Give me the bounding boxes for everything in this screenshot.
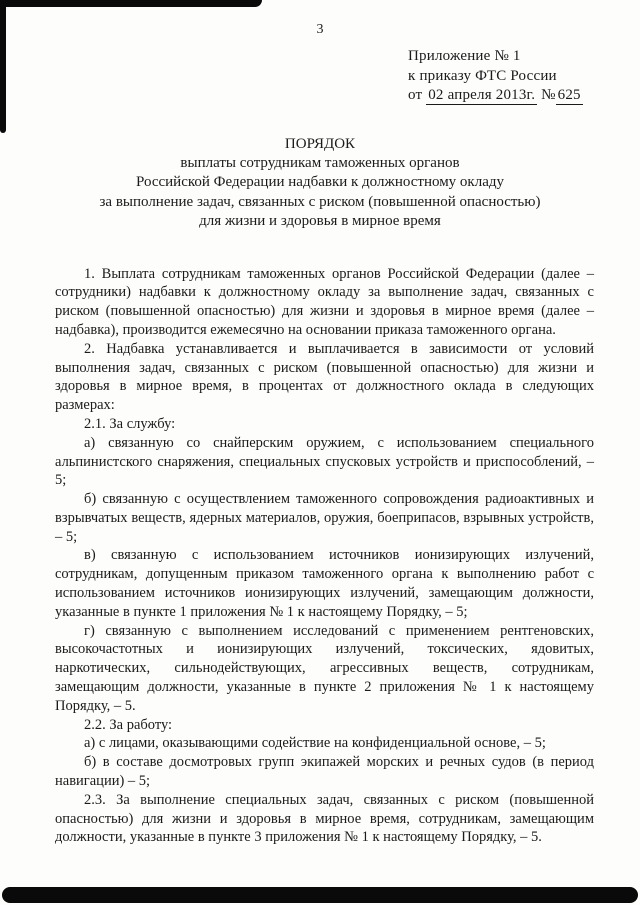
annex-date-value: 02 апреля 2013г. bbox=[428, 87, 536, 103]
paragraph: в) связанную с использованием источников ионизирующих излучений, сотрудникам, допущенным приказом таможенного органа к выполнению работ с использованием источников ионизирующих излучений, замещающим должности, указанные в пункте 1 приложения № 1 к настоящему Порядку, – 5; bbox=[55, 547, 594, 620]
annex-number-value: 625 bbox=[557, 87, 581, 103]
annex-reference-block bbox=[408, 47, 640, 106]
scan-artifact-top-edge bbox=[0, 0, 262, 7]
paragraph: г) связанную с выполнением исследований с применением рентгеновских, высокочастотных и ионизирующих излучений, токсических, ядовитых, наркотических, сильнодействующих, агрессивных веществ, сотрудникам, замещающим должности, указанные в пункте 2 приложения № 1 к настоящему Порядку, – 5. bbox=[55, 622, 594, 714]
paragraph: а) с лицами, оказывающими содействие на конфиденциальной основе, – 5; bbox=[84, 735, 546, 752]
document-title-line: Российской Федерации надбавки к должностному окладу bbox=[136, 174, 504, 191]
document-title-line: для жизни и здоровья в мирное время bbox=[199, 213, 441, 230]
annex-line-date bbox=[408, 86, 640, 106]
scan-artifact-left-edge bbox=[0, 0, 6, 133]
annex-line-order: к приказу ФТС России bbox=[408, 67, 557, 84]
document-title bbox=[40, 135, 600, 232]
annex-number-sign: № bbox=[541, 87, 556, 103]
paragraph: б) связанную с осуществлением таможенного сопровождения радиоактивных и взрывчатых веществ, ядерных материалов, оружия, боеприпасов, взрывных устройств, – 5; bbox=[55, 491, 594, 545]
annex-from-label: от bbox=[408, 87, 423, 103]
document-title-line: выплаты сотрудникам таможенных органов bbox=[180, 154, 460, 171]
paragraph: 2.2. За работу: bbox=[84, 716, 173, 733]
scan-artifact-bottom-edge bbox=[2, 887, 638, 903]
document-title-line: за выполнение задач, связанных с риском (повышенной опасностью) bbox=[99, 193, 541, 210]
paragraph: 2.1. За службу: bbox=[84, 415, 176, 432]
paragraph: 2.3. За выполнение специальных задач, связанных с риском (повышенной опасностью) для жизни и здоровья в мирное время, сотрудникам, замещающим должности, указанные в пункте 3 приложения № 1 к настоящему Порядку, – 5. bbox=[55, 791, 594, 846]
paragraph: а) связанную со снайперским оружием, с использованием специального альпинистского снаряжения, специальных спусковых устройств и приспособлений, – 5; bbox=[55, 434, 594, 489]
page-number: 3 bbox=[316, 22, 324, 37]
document-title-line: ПОРЯДОК bbox=[284, 135, 356, 152]
annex-line-title: Приложение № 1 bbox=[408, 48, 521, 64]
document-body bbox=[55, 265, 594, 848]
paragraph: 2. Надбавка устанавливается и выплачивается в зависимости от условий выполнения задач, связанных с риском (повышенной опасностью) для жизни и здоровья в мирное время, в процентах от должностного оклада в следующих размерах: bbox=[55, 340, 594, 414]
paragraph: 1. Выплата сотрудникам таможенных органов Российской Федерации (далее – сотрудники) надбавки к должностному окладу за выполнение задач, связанных с риском (повышенной опасностью) для жизни и здоровья в мирное время (далее – надбавка), производится ежемесячно на основании приказа таможенного органа. bbox=[55, 265, 594, 338]
paragraph: б) в составе досмотровых групп экипажей морских и речных судов (в период навигации) – 5; bbox=[55, 754, 594, 790]
